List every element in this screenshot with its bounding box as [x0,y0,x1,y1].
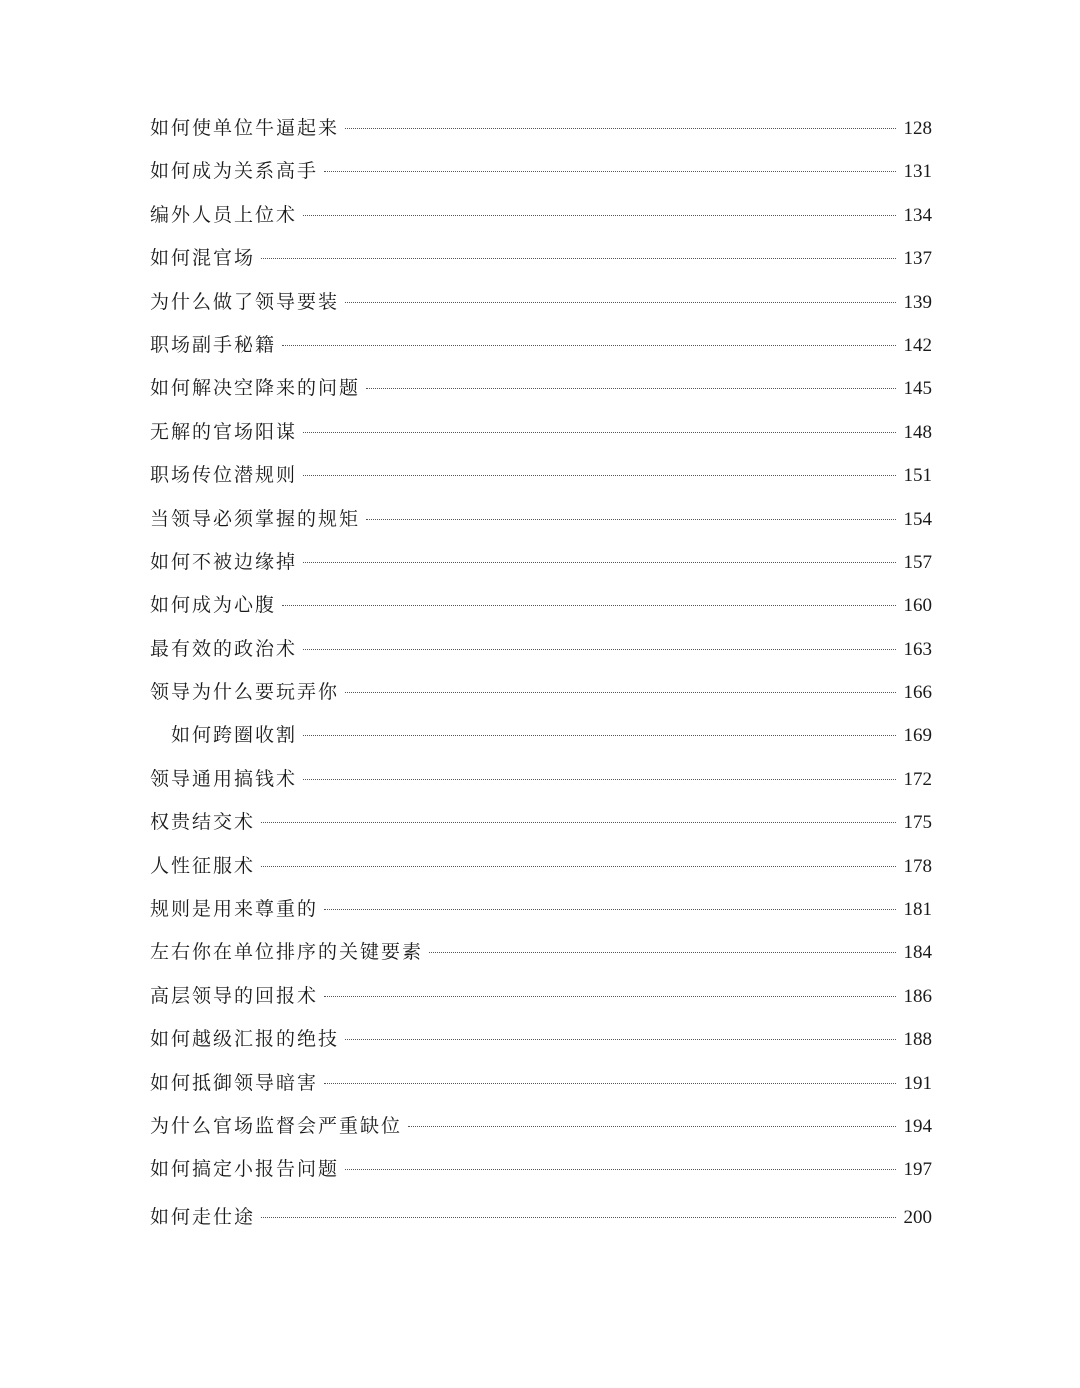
toc-entry-title: 如何搞定小报告问题 [150,1158,340,1181]
toc-entry-page: 200 [903,1206,932,1228]
toc-entry[interactable] [150,411,932,454]
dot-leader [282,345,896,346]
toc-entry[interactable] [150,367,932,410]
toc-entry-title: 职场传位潜规则 [150,464,298,487]
dot-leader [324,909,896,910]
toc-entry-title: 当领导必须掌握的规矩 [150,507,361,530]
toc-entry-page: 184 [903,942,932,964]
toc-entry-title: 人性征服术 [150,854,256,877]
toc-entry-page: 166 [903,682,932,704]
toc-entry-page: 151 [903,465,932,487]
toc-entry[interactable] [150,584,932,627]
dot-leader [303,735,896,736]
toc-entry[interactable] [150,1062,932,1105]
dot-leader [324,996,896,997]
toc-entry-title: 如何成为关系高手 [150,160,319,183]
toc-entry[interactable] [150,845,932,888]
toc-entry-title: 如何走仕途 [150,1205,256,1228]
toc-entry[interactable] [150,931,932,974]
dot-leader [261,258,896,259]
toc-entry-page: 197 [903,1159,932,1181]
toc-entry[interactable] [150,714,932,757]
toc-entry[interactable] [150,107,932,150]
dot-leader [324,1083,896,1084]
toc-entry[interactable] [150,541,932,584]
toc-entry-page: 157 [903,551,932,573]
table-of-contents [150,107,932,1239]
toc-entry-title: 如何越级汇报的绝技 [150,1028,340,1051]
toc-entry-page: 154 [903,508,932,530]
toc-entry-page: 181 [903,899,932,921]
toc-entry[interactable] [150,324,932,367]
toc-entry-title: 编外人员上位术 [150,203,298,226]
toc-entry-page: 169 [903,725,932,747]
toc-entry-title: 如何解决空降来的问题 [150,377,361,400]
dot-leader [303,215,896,216]
toc-entry[interactable] [150,975,932,1018]
toc-entry-title: 如何不被边缘掉 [150,550,298,573]
toc-entry-title: 如何抵御领导暗害 [150,1071,319,1094]
dot-leader [366,388,896,389]
toc-entry[interactable] [150,1018,932,1061]
toc-entry-title: 权贵结交术 [150,811,256,834]
toc-entry-title: 如何使单位牛逼起来 [150,117,340,139]
toc-entry[interactable] [150,758,932,801]
dot-leader [303,779,896,780]
dot-leader [366,519,896,520]
toc-entry[interactable] [150,150,932,193]
dot-leader [303,562,896,563]
toc-entry-title: 为什么做了领导要装 [150,290,340,313]
toc-entry-title: 最有效的政治术 [150,637,298,660]
dot-leader [261,866,896,867]
toc-entry[interactable] [150,281,932,324]
toc-entry-title: 无解的官场阳谋 [150,420,298,443]
toc-entry-page: 128 [903,118,932,139]
toc-entry[interactable] [150,454,932,497]
toc-entry-page: 160 [903,595,932,617]
toc-entry-page: 145 [903,378,932,400]
toc-entry-page: 139 [903,291,932,313]
dot-leader [261,822,896,823]
toc-entry-page: 178 [903,855,932,877]
toc-entry[interactable] [150,1148,932,1191]
toc-entry-page: 137 [903,248,932,270]
toc-entry-page: 131 [903,161,932,183]
toc-entry[interactable] [150,237,932,280]
dot-leader [324,171,896,172]
toc-entry-title: 如何跨圈收割 [171,724,298,747]
toc-entry-title: 如何混官场 [150,247,256,270]
toc-entry[interactable] [150,498,932,541]
toc-entry-page: 188 [903,1029,932,1051]
toc-entry-page: 194 [903,1115,932,1137]
toc-entry-title: 为什么官场监督会严重缺位 [150,1114,403,1137]
dot-leader [282,605,896,606]
dot-leader [345,1169,896,1170]
toc-entry[interactable] [150,628,932,671]
toc-entry-title: 规则是用来尊重的 [150,898,319,921]
toc-entry[interactable] [150,1196,932,1239]
toc-entry-title: 左右你在单位排序的关键要素 [150,941,424,964]
toc-entry-page: 148 [903,421,932,443]
toc-entry-title: 领导通用搞钱术 [150,767,298,790]
toc-entry-title: 领导为什么要玩弄你 [150,681,340,704]
toc-entry-page: 172 [903,768,932,790]
toc-entry-page: 134 [903,204,932,226]
toc-entry-title: 职场副手秘籍 [150,333,277,356]
toc-entry-title: 如何成为心腹 [150,594,277,617]
toc-entry-page: 175 [903,812,932,834]
dot-leader [345,1039,896,1040]
dot-leader [261,1217,896,1218]
toc-entry[interactable] [150,194,932,237]
dot-leader [345,302,896,303]
toc-entry[interactable] [150,888,932,931]
toc-entry-page: 142 [903,334,932,356]
dot-leader [429,952,896,953]
toc-entry-page: 163 [903,638,932,660]
dot-leader [345,128,896,129]
dot-leader [345,692,896,693]
toc-entry[interactable] [150,1105,932,1148]
toc-entry[interactable] [150,801,932,844]
toc-entry-page: 191 [903,1072,932,1094]
dot-leader [303,475,896,476]
dot-leader [408,1126,896,1127]
dot-leader [303,649,896,650]
toc-entry-page: 186 [903,985,932,1007]
dot-leader [303,432,896,433]
toc-entry[interactable] [150,671,932,714]
toc-entry-title: 高层领导的回报术 [150,984,319,1007]
